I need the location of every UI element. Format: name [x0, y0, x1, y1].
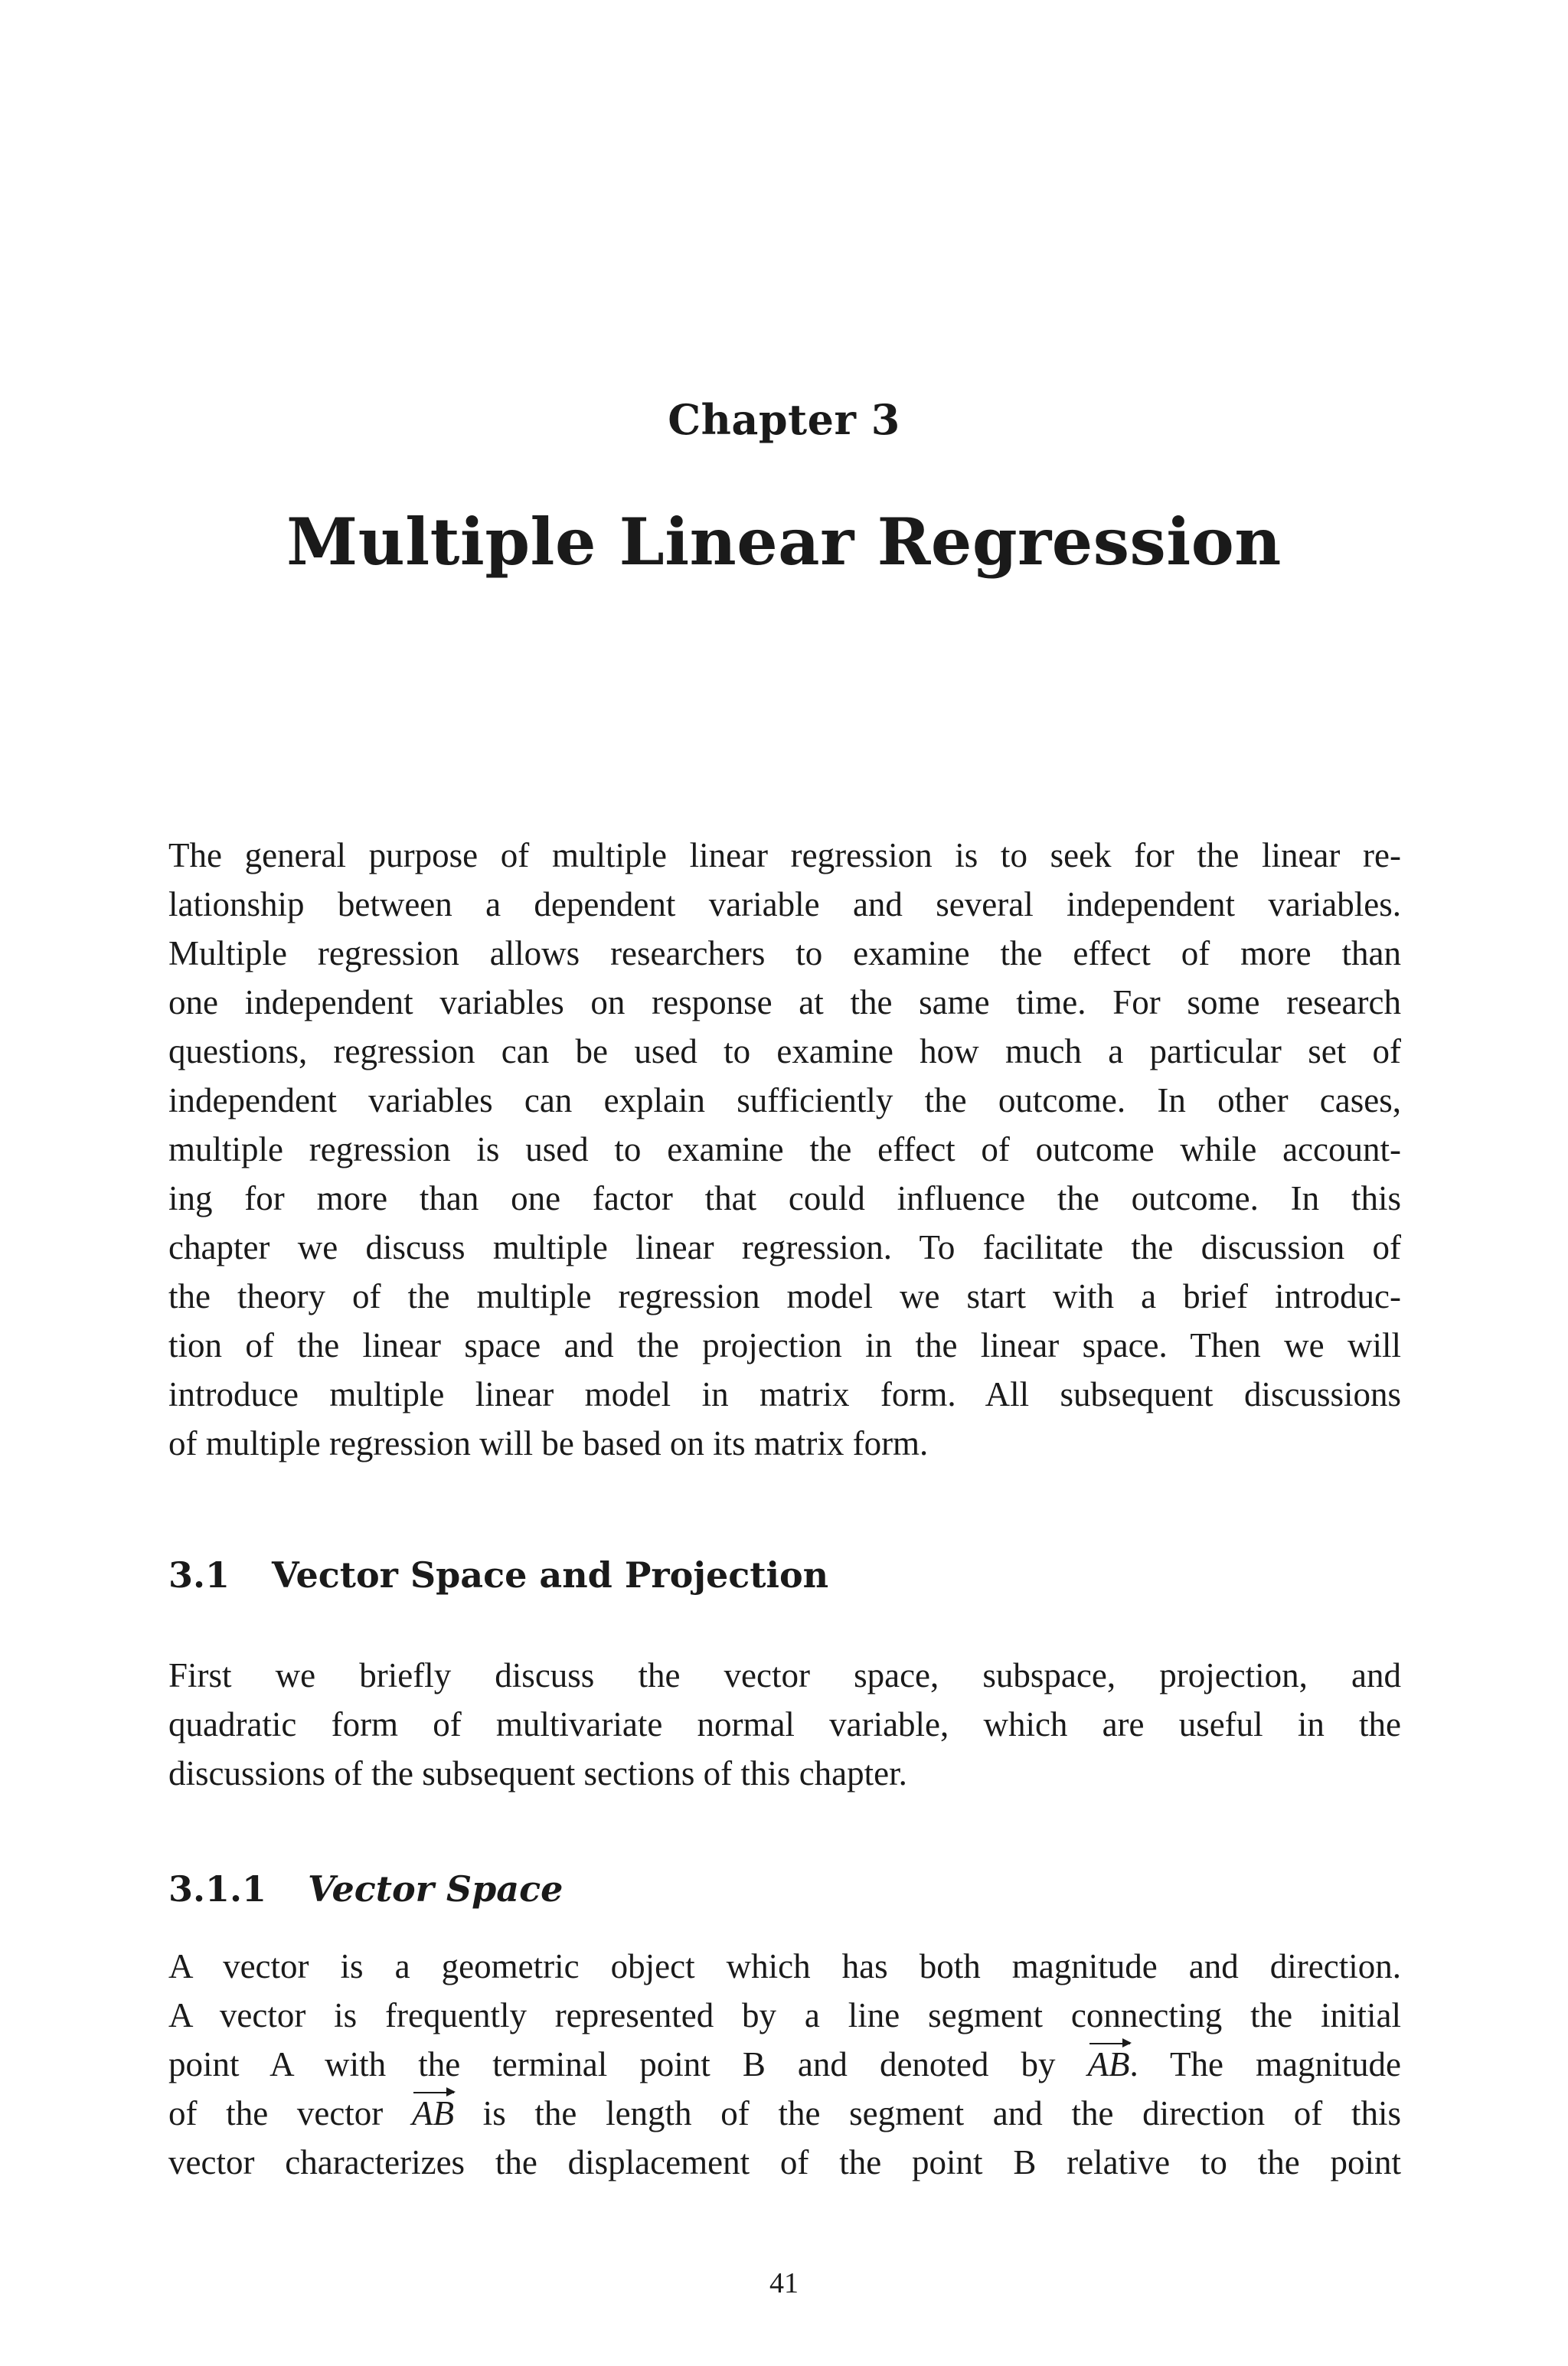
section-heading	[168, 1554, 828, 1596]
vector-ab-symbol: AB	[1088, 2040, 1130, 2089]
paragraph-line: one independent variables on response at the same time. For some research	[168, 983, 1401, 1021]
vector-ab-symbol: AB	[412, 2089, 454, 2138]
paragraph-line: A vector is frequently represented by a line segment connecting the initial	[168, 1996, 1401, 2034]
paragraph-line: First we briefly discuss the vector space, subspace, projection, and	[168, 1656, 1401, 1694]
paragraph-line: quadratic form of multivariate normal variable, which are useful in the	[168, 1705, 1401, 1743]
subsection-title: Vector Space	[308, 1868, 564, 1910]
paragraph-line: lationship between a dependent variable and several independent variables.	[168, 885, 1401, 923]
paragraph-line: questions, regression can be used to examine how much a particular set of	[168, 1032, 1401, 1070]
paragraph-line: Multiple regression allows researchers to examine the effect of more than	[168, 934, 1401, 972]
paragraph-line: chapter we discuss multiple linear regression. To facilitate the discussion of	[168, 1228, 1401, 1266]
section-title: Vector Space and Projection	[272, 1554, 829, 1596]
line-text: . The magnitude	[1129, 2045, 1401, 2083]
chapter-label: Chapter 3	[668, 395, 900, 444]
chapter-title: Multiple Linear Regression	[286, 504, 1282, 580]
paragraph-line: The general purpose of multiple linear regression is to seek for the linear re-	[168, 836, 1401, 874]
paragraph-line: A vector is a geometric object which has both magnitude and direction.	[168, 1947, 1401, 1985]
paragraph-line: independent variables can explain sufficiently the outcome. In other cases,	[168, 1081, 1401, 1119]
paragraph-line: discussions of the subsequent sections of this chapter.	[168, 1754, 907, 1792]
paragraph-line: tion of the linear space and the projection in the linear space. Then we will	[168, 1326, 1401, 1364]
section-paragraph	[168, 1651, 1401, 1798]
paragraph-line	[168, 2040, 1401, 2089]
paragraph-line: ing for more than one factor that could influence the outcome. In this	[168, 1179, 1401, 1217]
paragraph-line: multiple regression is used to examine the effect of outcome while account-	[168, 1130, 1401, 1168]
intro-paragraph	[168, 831, 1401, 1468]
paragraph-line: introduce multiple linear model in matrix form. All subsequent discussions	[168, 1375, 1401, 1413]
paragraph-line: the theory of the multiple regression model we start with a brief introduc-	[168, 1277, 1401, 1315]
subsection-paragraph	[168, 1942, 1401, 2187]
paragraph-line: vector characterizes the displacement of the point B relative to the point	[168, 2143, 1401, 2181]
line-text: point A with the terminal point B and denoted by	[168, 2045, 1088, 2083]
page-number: 41	[769, 2267, 799, 2299]
subsection-heading	[168, 1868, 563, 1910]
line-text: is the length of the segment and the direction of this	[453, 2094, 1401, 2132]
paragraph-line: of multiple regression will be based on its matrix form.	[168, 1424, 929, 1462]
subsection-number: 3.1.1	[168, 1868, 267, 1910]
section-number: 3.1	[168, 1554, 230, 1596]
paragraph-line	[168, 2089, 1401, 2138]
line-text: of the vector	[168, 2094, 412, 2132]
